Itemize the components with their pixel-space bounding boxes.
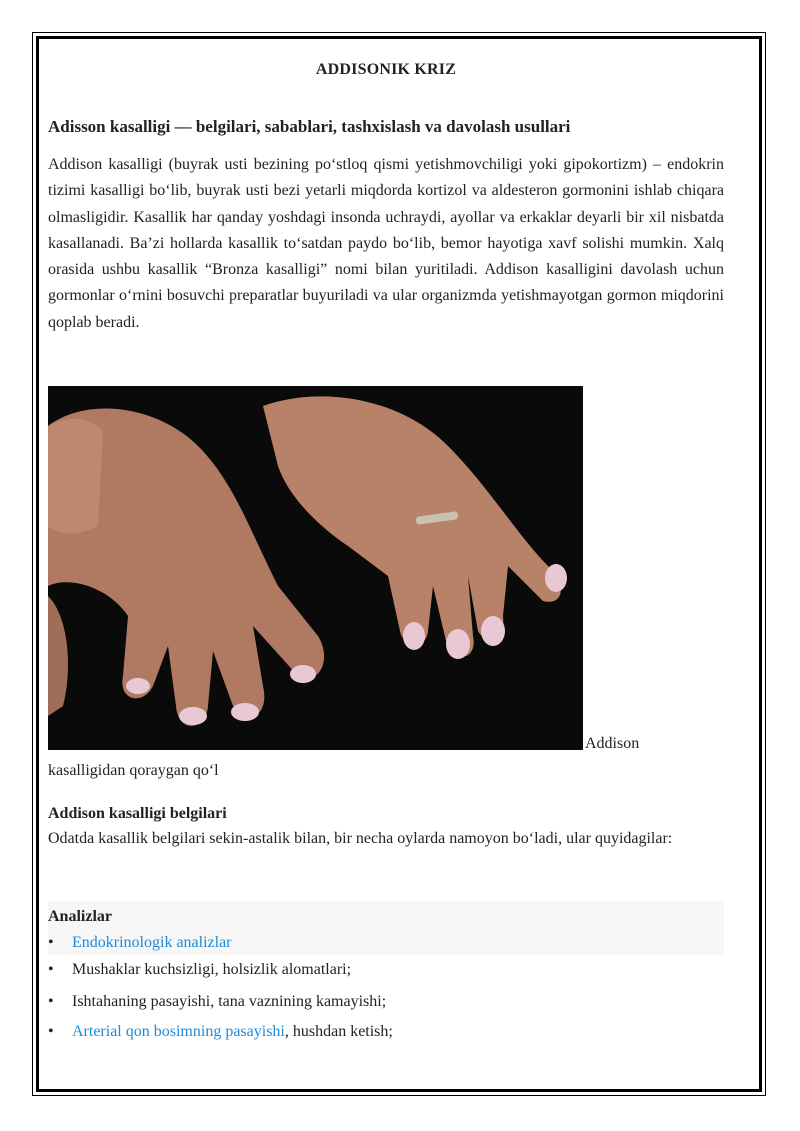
image-caption-start: Addison <box>585 735 640 752</box>
hands-illustration <box>48 386 583 750</box>
link-low-blood-pressure[interactable]: Arterial qon bosimning pasayishi <box>72 1023 285 1040</box>
article-subtitle: Adisson kasalligi — belgilari, sabablari, tashxislash va davolash usullari <box>48 117 571 136</box>
document-body <box>48 56 724 1040</box>
bullet-icon: • <box>48 961 54 978</box>
intro-paragraph: Addison kasalligi (buyrak usti bezining po‘stloq qismi yetishmovchiligi yoki gipokortizm) – endokrin tizimi kasalligi bo‘lib, buyrak usti bezi yetarli miqdorda kortizol va aldesteron gormonini ishlab chiqara olmasligidir. Kasallik har qanday yoshdagi insonda uchraydi, ayollar va erkaklar deyarli bir xil nisbatda kasallanadi. Ba’zi hollarda kasallik to‘satdan paydo bo‘lib, bemor hayotiga xavf solishi mumkin. Xalq orasida ushbu kasallik “Bronza kasalligi” nomi bilan yuritiladi. Addison kasalligini davolash uchun gormonlar o‘rnini bosuvchi preparatlar buyuriladi va ular organizmda yetishmayotgan gormon miqdorini qoplab beradi. <box>48 156 724 331</box>
analyses-title: Analizlar <box>48 908 112 925</box>
bullet-icon: • <box>48 993 54 1010</box>
symptoms-intro: Odatda kasallik belgilari sekin-astalik bilan, bir necha oylarda namoyon bo‘ladi, ular quyidagilar: <box>48 830 673 847</box>
symptoms-heading: Addison kasalligi belgilari <box>48 805 227 822</box>
hands-photo <box>48 386 583 750</box>
link-endocrine-tests[interactable]: Endokrinologik analizlar <box>72 934 232 951</box>
list-item-text: Ishtahaning pasayishi, tana vaznining kamayishi; <box>72 993 387 1010</box>
list-item-text: Mushaklar kuchsizligi, holsizlik alomatlari; <box>72 961 352 978</box>
analyses-box <box>48 901 724 955</box>
bullet-icon: • <box>48 1023 54 1040</box>
image-caption-end: kasalligidan qoraygan qo‘l <box>48 762 219 779</box>
document-title: ADDISONIK KRIZ <box>315 61 457 78</box>
bullet-icon: • <box>48 934 54 951</box>
list-item-text: , hushdan ketish; <box>284 1023 393 1040</box>
